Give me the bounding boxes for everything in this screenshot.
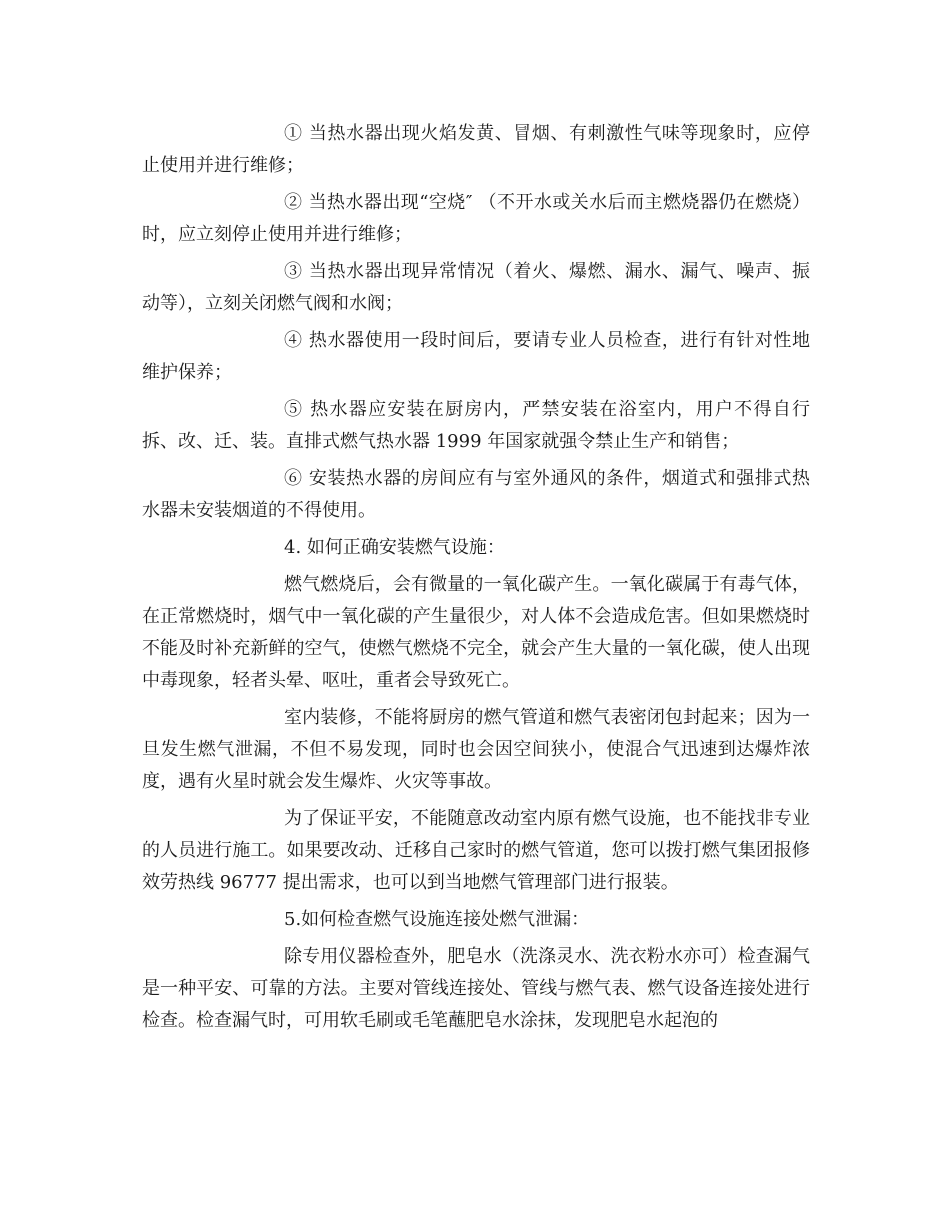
paragraph-item-6: ⑥ 安装热水器的房间应有与室外通风的条件，烟道式和强排式热水器未安装烟道的不得使用。 [142,468,810,521]
paragraph-item-5: ⑤ 热水器应安装在厨房内，严禁安装在浴室内，用户不得自行拆、改、迁、装。直排式燃气热水器 1999 年国家就强令禁止生产和销售； [142,399,810,452]
paragraph-safety: 为了保证平安，不能随意改动室内原有燃气设施，也不能找非专业的人员进行施工。如果要改动、迁移自己家时的燃气管道，您可以拨打燃气集团报修效劳热线 96777 提出需求，也可以到当地燃气管理部门进行报装。 [142,808,810,893]
paragraph-co-hazard: 燃气燃烧后，会有微量的一氧化碳产生。一氧化碳属于有毒气体，在正常燃烧时，烟气中一氧化碳的产生量很少，对人体不会造成危害。但如果燃烧时不能及时补充新鲜的空气，使燃气燃烧不完全，就会产生大量的一氧化碳，使人出现中毒现象，轻者头晕、呕吐，重者会导致死亡。 [142,574,810,691]
paragraph-item-2: ② 当热水器出现“空烧″ （不开水或关水后而主燃烧器仍在燃烧）时，应立刻停止使用并进行维修； [142,192,810,245]
paragraph-item-1: ① 当热水器出现火焰发黄、冒烟、有刺激性气味等现象时，应停止使用并进行维修； [142,123,810,176]
paragraph-renovation: 室内装修，不能将厨房的燃气管道和燃气表密闭包封起来；因为一旦发生燃气泄漏，不但不易发现，同时也会因空间狭小，使混合气迅速到达爆炸浓度，遇有火星时就会发生爆炸、火灾等事故。 [142,707,810,792]
document-body [142,118,810,1042]
paragraph-item-4: ④ 热水器使用一段时间后，要请专业人员检查，进行有针对性地维护保养； [142,330,810,383]
paragraph-item-3: ③ 当热水器出现异常情况（着火、爆燃、漏水、漏气、噪声、振动等），立刻关闭燃气阀和水阀； [142,261,810,314]
section-heading-4: 4. 如何正确安装燃气设施： [284,537,505,558]
paragraph-leak-check: 除专用仪器检查外，肥皂水（洗涤灵水、洗衣粉水亦可）检查漏气是一种平安、可靠的方法。主要对管线连接处、管线与燃气表、燃气设备连接处进行检查。检查漏气时，可用软毛刷或毛笔蘸肥皂水涂抹，发现肥皂水起泡的 [142,946,810,1031]
section-heading-5: 5.如何检查燃气设施连接处燃气泄漏： [284,909,590,930]
